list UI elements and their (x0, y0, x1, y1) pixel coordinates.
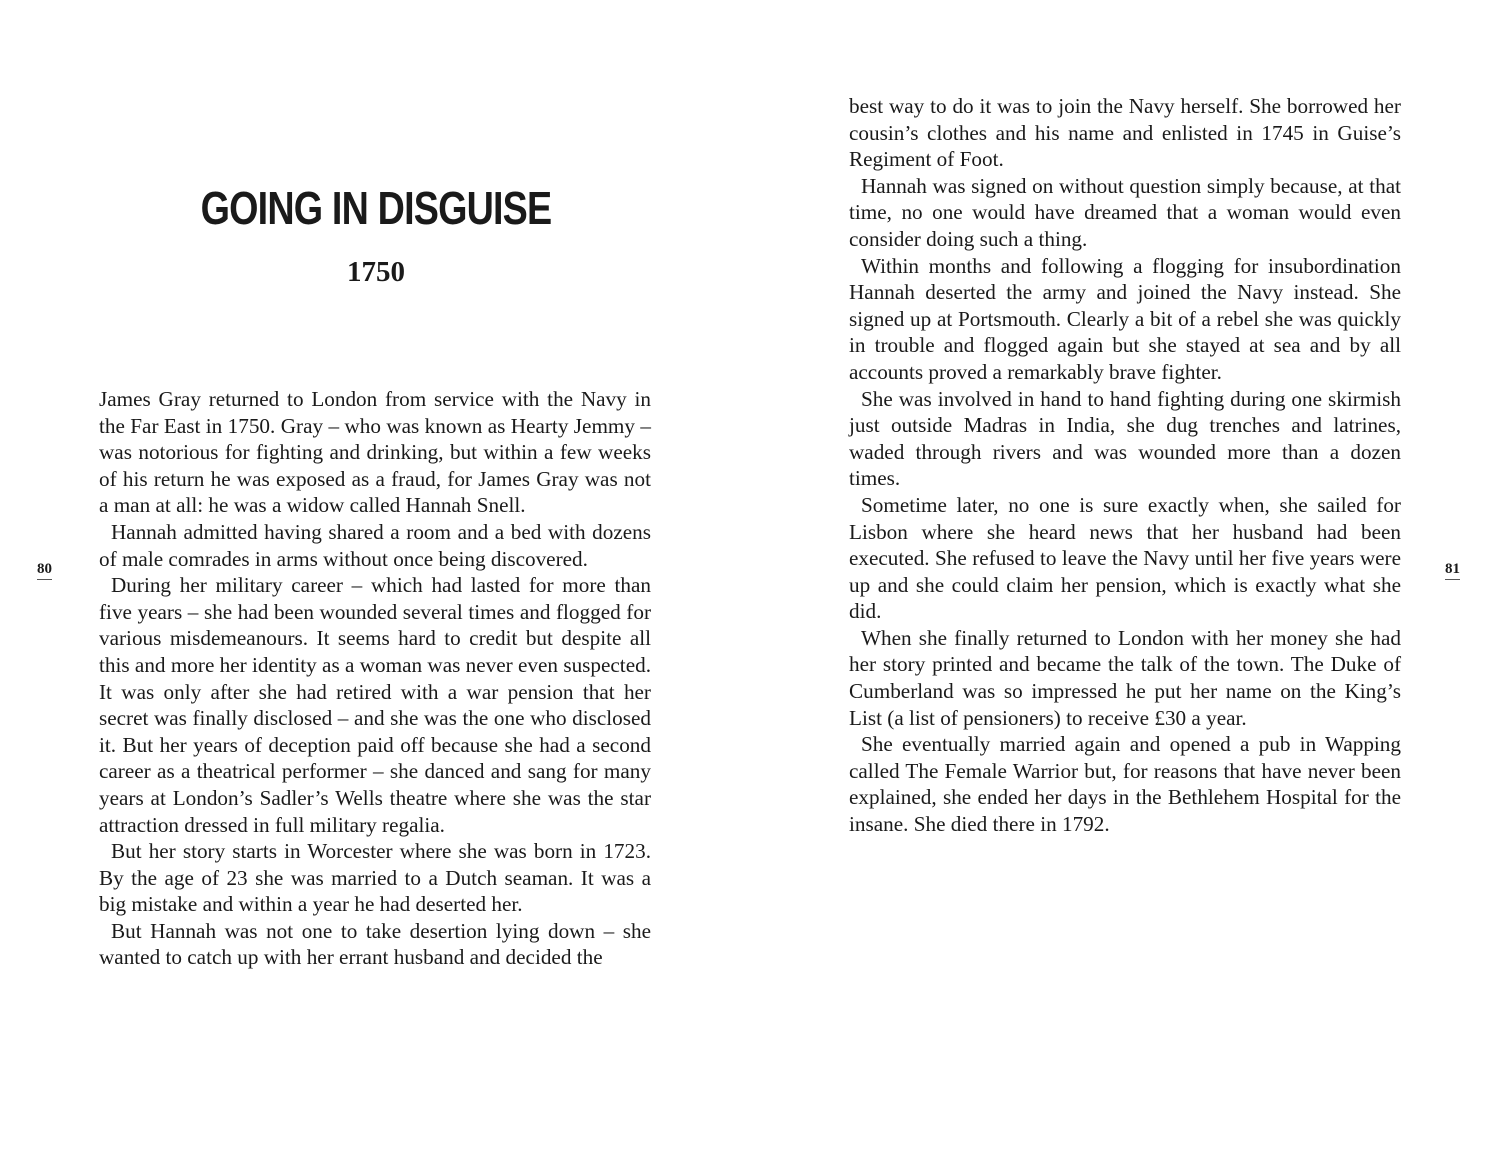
left-body-text (99, 386, 651, 971)
paragraph: But Hannah was not one to take desertion lying down – she wanted to catch up with her errant husband and decided the (99, 918, 651, 970)
paragraph: Sometime later, no one is sure exactly when, she sailed for Lisbon where she heard news that her husband had been executed. She refused to leave the Navy until her five years were up and she could claim her pension, which is exactly what she did. (849, 492, 1401, 624)
paragraph: best way to do it was to join the Navy herself. She borrowed her cousin’s clothes and his name and enlisted in 1745 in Guise’s Regiment of Foot. (849, 94, 1401, 172)
paragraph: She was involved in hand to hand fighting during one skirmish just outside Madras in India, she dug trenches and latrines, waded through rivers and was wounded more than a dozen times. (849, 386, 1401, 491)
paragraph: But her story starts in Worcester where she was born in 1723. By the age of 23 she was married to a Dutch seaman. It was a big mistake and within a year he had deserted her. (99, 839, 651, 917)
paragraph: James Gray returned to London from service with the Navy in the Far East in 1750. Gray – who was known as Hearty Jemmy – was notorious for fighting and drinking, but within a few weeks of his return he was exposed as a fraud, for James Gray was not a man at all: he was a widow called Hannah Snell. (99, 387, 651, 518)
paragraph: When she finally returned to London with her money she had her story printed and became the talk of the town. The Duke of Cumberland was so impressed he put her name on the King’s List (a list of pensioners) to receive £30 a year. (849, 625, 1401, 730)
paragraph: Hannah admitted having shared a room and a bed with dozens of male comrades in arms without once being discovered. (99, 519, 651, 571)
right-body-text (849, 93, 1401, 838)
page-number-right: 81 (1445, 560, 1460, 580)
paragraph: Hannah was signed on without question simply because, at that time, no one would have dreamed that a woman would even consider doing such a thing. (849, 173, 1401, 251)
chapter-year: 1750 (347, 256, 405, 288)
paragraph: She eventually married again and opened a pub in Wapping called The Female Warrior but, for reasons that have never been explained, she ended her days in the Bethlehem Hospital for the insane. She died there in 1792. (849, 732, 1401, 837)
right-page (750, 0, 1500, 1151)
chapter-title: GOING IN DISGUISE (200, 182, 552, 234)
paragraph: Within months and following a flogging for insubordination Hannah deserted the army and joined the Navy instead. She signed up at Portsmouth. Clearly a bit of a rebel she was quickly in trouble and flogged again but she stayed at sea and by all accounts proved a remarkably brave fighter. (849, 253, 1401, 384)
page-number-left: 80 (37, 560, 52, 580)
paragraph: During her military career – which had lasted for more than five years – she had been wounded several times and flogged for various misdemeanours. It seems hard to credit but despite all this and more her identity as a woman was never even suspected. It was only after she had retired with a war pension that her secret was finally disclosed – and she was the one who disclosed it. But her years of deception paid off because she had a second career as a theatrical performer – she danced and sang for many years at London’s Sadler’s Wells theatre where she was the star attraction dressed in full military regalia. (99, 573, 651, 837)
